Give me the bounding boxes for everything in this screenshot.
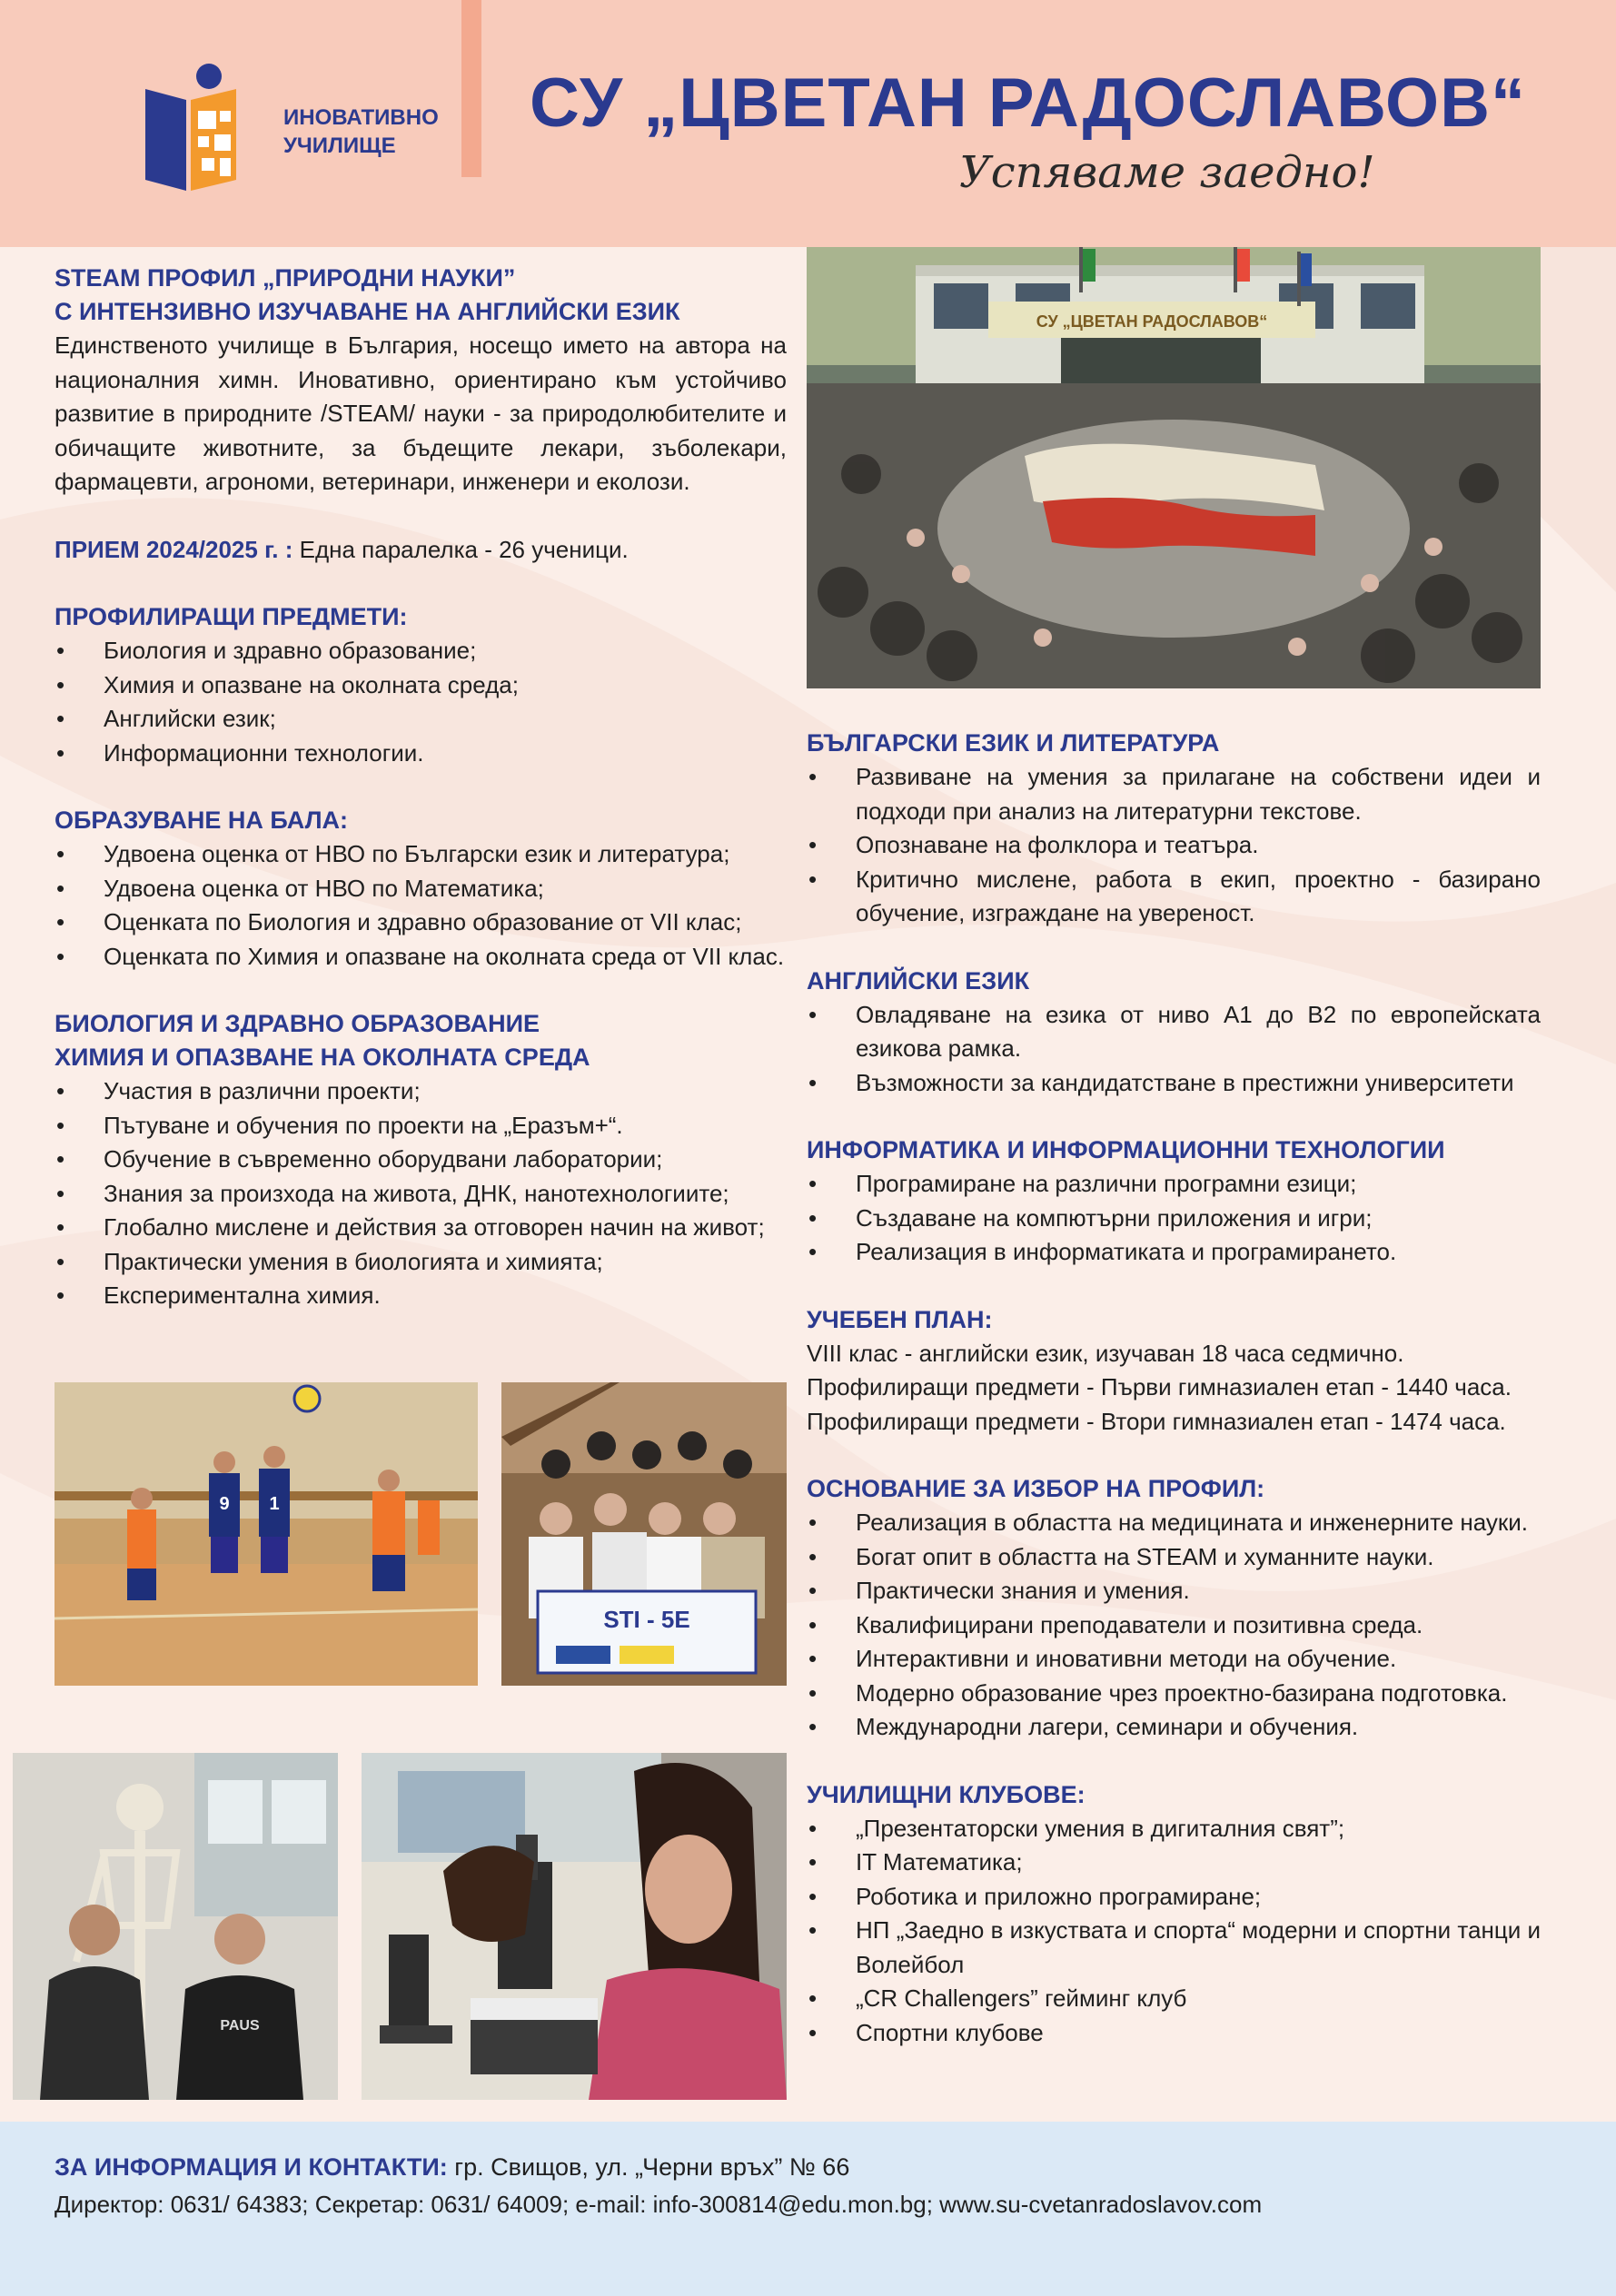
admission-text: Една паралелка - 26 ученици. bbox=[292, 535, 629, 563]
bulgarian-section bbox=[807, 727, 1541, 931]
intro-section bbox=[55, 262, 787, 500]
list-item: • Реализация в информатиката и програмирането. bbox=[807, 1235, 1541, 1270]
intro-text: Единственото училище в България, носещо името на автора на националния химн. Иновативно, ориентирано към устойчиво развитие в природните /STEAM/ науки - за природолюбителите и обичащите животните, за бъдещите лекари, зъболекари, фармацевти, агрономи, ветеринари, инженери и еколози. bbox=[55, 332, 787, 495]
list-item: • Богат опит в областта на STEAM и хуманните науки. bbox=[807, 1540, 1541, 1575]
english-title: АНГЛИЙСКИ ЕЗИК bbox=[807, 966, 1030, 995]
list-item: • Опознаване на фолклора и театъра. bbox=[807, 828, 1541, 863]
player-number-9: 9 bbox=[219, 1494, 230, 1514]
score-formation-title: ОБРАЗУВАНЕ НА БАЛА: bbox=[55, 807, 349, 834]
banner-text: STI - 5E bbox=[603, 1606, 690, 1633]
school-ceremony-photo bbox=[807, 247, 1541, 688]
list-item: • IT Математика; bbox=[807, 1846, 1541, 1880]
biology-title-line1: БИОЛОГИЯ И ЗДРАВНО ОБРАЗОВАНИЕ bbox=[55, 1010, 540, 1037]
score-formation-section bbox=[55, 804, 787, 974]
microscope-photo bbox=[362, 1753, 787, 2100]
list-item: • Удвоена оценка от НВО по Математика; bbox=[55, 872, 787, 906]
left-column bbox=[55, 262, 787, 1313]
shirt-text: PAUS bbox=[220, 2018, 260, 2034]
player-number-1: 1 bbox=[269, 1494, 280, 1514]
bulgarian-title: БЪЛГАРСКИ ЕЗИК И ЛИТЕРАТУРА bbox=[807, 729, 1220, 757]
list-item: • Критично мислене, работа в екип, проектно - базирано обучение, изграждане на увереност. bbox=[807, 863, 1541, 931]
list-item: • „CR Challengers” гейминг клуб bbox=[807, 1982, 1541, 2016]
curriculum-section bbox=[807, 1303, 1541, 1440]
footer-phones-email-web: Директор: 0631/ 64383; Секретар: 0631/ 64009; e-mail: info-300814@edu.mon.bg; www.su-cvetanradoslavov.com bbox=[55, 2191, 1263, 2218]
curriculum-line1: VIII клас - английски език, изучаван 18 часа седмично. bbox=[807, 1339, 1404, 1367]
list-item: • Спортни клубове bbox=[807, 2016, 1541, 2051]
list-item: • Информационни технологии. bbox=[55, 737, 787, 771]
list-item: • Развиване на умения за прилагане на собствени идеи и подходи при анализ на литературни текстове. bbox=[807, 760, 1541, 828]
list-item: • Практически умения в биологията и химията; bbox=[55, 1245, 787, 1280]
students-banner-photo bbox=[501, 1382, 787, 1686]
list-item: • Създаване на компютърни приложения и игри; bbox=[807, 1202, 1541, 1236]
it-title: ИНФОРМАТИКА И ИНФОРМАЦИОННИ ТЕХНОЛОГИИ bbox=[807, 1136, 1445, 1163]
logo-text bbox=[283, 104, 439, 160]
logo-line2: УЧИЛИЩЕ bbox=[283, 134, 396, 158]
list-item: • Биология и здравно образование; bbox=[55, 634, 787, 668]
list-item: • „Презентаторски умения в дигиталния свят”; bbox=[807, 1812, 1541, 1846]
curriculum-line3: Профилиращи предмети - Втори гимназиален етап - 1474 часа. bbox=[807, 1407, 1506, 1435]
list-item: • Овладяване на езика от ниво А1 до В2 по европейската езикова рамка. bbox=[807, 998, 1541, 1066]
list-item: • Квалифицирани преподаватели и позитивна среда. bbox=[807, 1608, 1541, 1643]
skeleton-students-photo bbox=[13, 1753, 338, 2100]
volleyball-photo bbox=[55, 1382, 478, 1686]
biology-title-line2: ХИМИЯ И ОПАЗВАНЕ НА ОКОЛНАТА СРЕДА bbox=[55, 1044, 590, 1071]
list-item: • Обучение в съвременно оборудвани лаборатории; bbox=[55, 1143, 787, 1177]
list-item: • Участия в различни проекти; bbox=[55, 1074, 787, 1109]
list-item: • Международни лагери, семинари и обучения. bbox=[807, 1710, 1541, 1745]
curriculum-title: УЧЕБЕН ПЛАН: bbox=[807, 1305, 993, 1333]
list-item: • Програмиране на различни програмни езици; bbox=[807, 1167, 1541, 1202]
header-divider bbox=[461, 0, 481, 177]
english-section bbox=[807, 965, 1541, 1101]
reasons-section bbox=[807, 1472, 1541, 1745]
list-item: • Оценката по Биология и здравно образование от VII клас; bbox=[55, 906, 787, 940]
list-item: • Роботика и приложно програмиране; bbox=[807, 1880, 1541, 1915]
admission-line bbox=[55, 533, 787, 568]
clubs-section bbox=[807, 1778, 1541, 2051]
footer-address: гр. Свищов, ул. „Черни връх” № 66 bbox=[447, 2153, 850, 2181]
admission-label: ПРИЕМ 2024/2025 г. : bbox=[55, 535, 293, 563]
school-name: СУ „ЦВЕТАН РАДОСЛАВОВ“ bbox=[530, 64, 1527, 142]
slogan: Успяваме заедно! bbox=[959, 147, 1375, 198]
list-item: • Практически знания и умения. bbox=[807, 1574, 1541, 1608]
profile-subjects-title: ПРОФИЛИРАЩИ ПРЕДМЕТИ: bbox=[55, 603, 408, 630]
list-item: • Оценката по Химия и опазване на околната среда от VII клас. bbox=[55, 940, 787, 975]
list-item: • Глобално мислене и действия за отговорен начин на живот; bbox=[55, 1211, 787, 1245]
list-item: • Пътуване и обучения по проекти на „Еразъм+“. bbox=[55, 1109, 787, 1143]
intro-title-line1: STEAM ПРОФИЛ „ПРИРОДНИ НАУКИ” bbox=[55, 264, 516, 292]
footer-contact-line bbox=[55, 2153, 849, 2182]
logo-line1: ИНОВАТИВНО bbox=[283, 105, 439, 130]
list-item: • Възможности за кандидатстване в престижни университети bbox=[807, 1066, 1541, 1101]
list-item: • Експериментална химия. bbox=[55, 1279, 787, 1313]
footer-label: ЗА ИНФОРМАЦИЯ И КОНТАКТИ: bbox=[55, 2153, 448, 2181]
reasons-title: ОСНОВАНИЕ ЗА ИЗБОР НА ПРОФИЛ: bbox=[807, 1475, 1265, 1502]
list-item: • Интерактивни и иновативни методи на обучение. bbox=[807, 1642, 1541, 1677]
curriculum-line2: Профилиращи предмети - Първи гимназиален етап - 1440 часа. bbox=[807, 1373, 1512, 1400]
list-item: • Реализация в областта на медицината и инженерните науки. bbox=[807, 1506, 1541, 1540]
list-item: • Химия и опазване на околната среда; bbox=[55, 668, 787, 703]
list-item: • НП „Заедно в изкуствата и спорта“ модерни и спортни танци и Волейбол bbox=[807, 1914, 1541, 1982]
clubs-title: УЧИЛИЩНИ КЛУБОВЕ: bbox=[807, 1780, 1086, 1808]
intro-title-line2: С ИНТЕНЗИВНО ИЗУЧАВАНЕ НА АНГЛИЙСКИ ЕЗИК bbox=[55, 298, 680, 325]
building-sign-text: СУ „ЦВЕТАН РАДОСЛАВОВ“ bbox=[1036, 312, 1268, 331]
it-section bbox=[807, 1133, 1541, 1270]
list-item: • Модерно образование чрез проектно-базирана подготовка. bbox=[807, 1677, 1541, 1711]
right-column bbox=[807, 727, 1541, 2050]
profile-subjects-section bbox=[55, 600, 787, 770]
list-item: • Английски език; bbox=[55, 702, 787, 737]
list-item: • Знания за произхода на живота, ДНК, нанотехнологиите; bbox=[55, 1177, 787, 1212]
list-item: • Удвоена оценка от НВО по Български език и литература; bbox=[55, 837, 787, 872]
biology-chemistry-section bbox=[55, 1007, 787, 1313]
